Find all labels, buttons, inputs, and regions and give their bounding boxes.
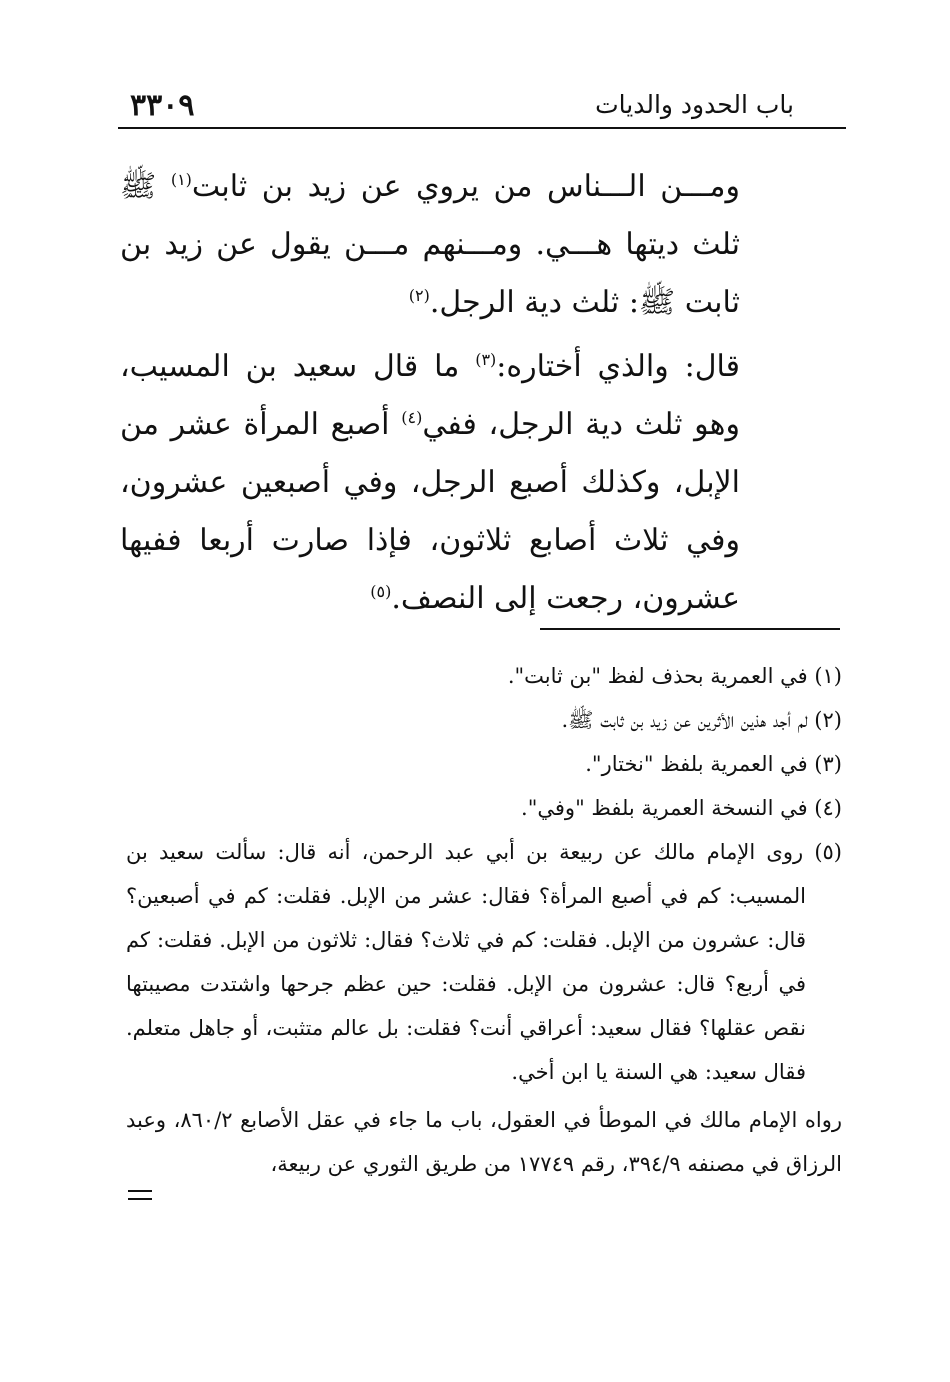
footnote-ref-1: (١) [170, 170, 192, 189]
footnote-ref-3: (٣) [475, 350, 497, 369]
footnote-4: (٤) في النسخة العمرية بلفظ "وفي". [521, 796, 842, 820]
page-header [118, 82, 846, 128]
header-rule [118, 127, 846, 129]
footnote-ref-4: (٤) [401, 408, 423, 427]
continuation-mark [128, 1190, 152, 1200]
paragraph-1 [120, 158, 740, 332]
footnote-1: (١) في العمرية بحذف لفظ "بن ثابت". [507, 664, 842, 688]
paragraph-2-text-b: ما قال سعيد بن المسيب، وهو ثلث دية الرجل، ففي [120, 349, 740, 442]
main-text [120, 158, 740, 634]
footnote-ref-2: (٢) [408, 286, 430, 305]
footnote-2: (٢) لم أجد هذين الأثرين عن زيد بن ثابت ﷺ. [561, 708, 842, 732]
footnote-3: (٣) في العمرية بلفظ "نختار". [585, 752, 842, 776]
footnote-5-continuation: رواه الإمام مالك في الموطأ في العقول، باب ما جاء في عقل الأصابع ٨٦٠/٢، وعبد الرزاق في مصنفه ٣٩٤/٩، رقم ١٧٧٤٩ من طريق الثوري عن ربيعة، [126, 1108, 843, 1176]
footnote-5: (٥) روى الإمام مالك عن ربيعة بن أبي عبد الرحمن، أنه قال: سألت سعيد بن المسيب: كم في أصبع المرأة؟ فقال: عشر من الإبل. فقلت: كم في أصبعين؟ قال: عشرون من الإبل. فقلت: كم في ثلاث؟ فقال: ثلاثون من الإبل. فقلت: كم في أربع؟ قال: عشرون من الإبل. فقلت: حين عظم جرحها واشتدت مصيبتها نقص عقلها؟ فقال سعيد: أعراقي أنت؟ فقلت: بل عالم متثبت، أو جاهل متعلم. فقال سعيد: هي السنة يا ابن أخي. [126, 840, 842, 1084]
paragraph-1-text-b: ﷺ ثلث ديتها هـــي. ومـــنهم مـــن يقول عن زيد بن ثابت ﷺ: ثلث دية الرجل. [120, 169, 740, 320]
paragraph-2-text-c: أصبع المرأة عشر من الإبل، وكذلك أصبع الرجل، وفي أصبعين عشرون، وفي ثلاث أصابع ثلاثون، فإذا صارت أربعا ففيها عشرون، رجعت إلى النصف. [120, 407, 740, 616]
footnotes [126, 654, 842, 1200]
paragraph-2 [120, 338, 740, 628]
footnote-separator [540, 628, 840, 630]
paragraph-1-text-a: ومـــن الـــناس من يروي عن زيد بن ثابت [191, 169, 740, 204]
page-number: ٣٣٠٩ [130, 88, 195, 123]
footnote-ref-5: (٥) [370, 582, 392, 601]
paragraph-2-text-a: قال: والذي أختاره: [496, 349, 740, 384]
running-head: باب الحدود والديات [595, 90, 794, 119]
